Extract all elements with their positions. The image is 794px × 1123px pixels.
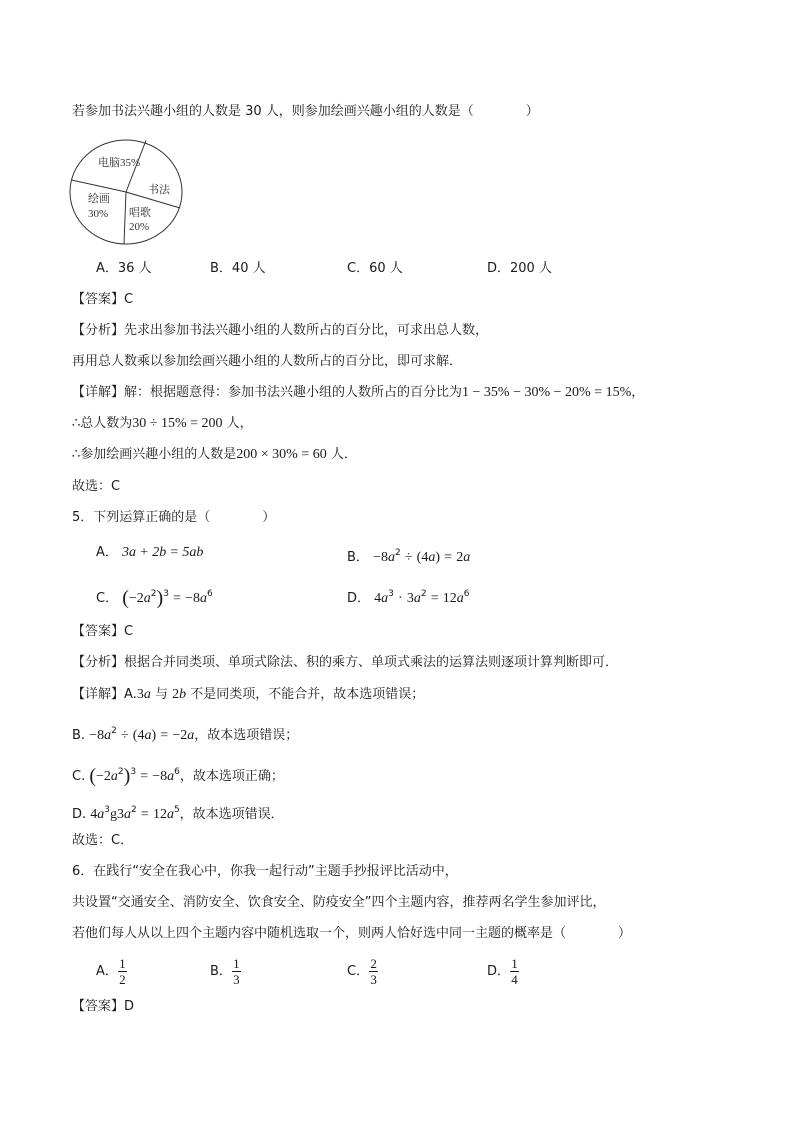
q4-detail-line2-math: 30 ÷ 15% = 200 (132, 416, 223, 431)
q5-detail-d-end: ，故本选项错误． (179, 807, 284, 822)
q6-option-d-label: D． (487, 964, 511, 979)
q5-detail-d: D. $4a^3g3a^2 = 12a^5$，故本选项错误． (72, 805, 284, 822)
fraction-denominator: 2 (119, 972, 126, 987)
q5-option-b: B． $-8a^2 \div (4a) = 2a$ (347, 548, 471, 565)
q5-detail-a-mid: 与 (154, 687, 168, 702)
q5-detail-c: C. $(-2a^2)^3 = -8a^6$，故本选项正确； (72, 765, 284, 787)
q6-option-d-fraction (510, 957, 519, 986)
q5-detail-b: B. $-8a^2 \div (4a) = -2a$，故本选项错误； (72, 726, 299, 743)
q4-detail-line3-end: 人． (326, 447, 357, 462)
q6-option-a-label: A． (96, 964, 118, 979)
q4-detail-line2 (72, 415, 253, 433)
fraction-numerator: 1 (233, 956, 240, 971)
q5-option-a: A． 3a + 2b = 5ab (96, 545, 204, 560)
q5-detail-a-prefix: 【详解】A. (72, 687, 137, 702)
q5-analysis: 【分析】根据合并同类项、单项式除法、积的乘方、单项式乘法的运算法则逐项计算判断即可． (72, 655, 619, 670)
fraction-numerator: 2 (370, 956, 377, 971)
q4-answer: 【答案】C (72, 292, 134, 307)
q4-detail-line1-text: 【详解】解：根据题意得：参加书法兴趣小组的人数所占的百分比为 (72, 385, 463, 400)
q5-detail-c-end: ，故本选项正确； (179, 769, 284, 784)
q4-stem: 若参加书法兴趣小组的人数是 30 人，则参加绘画兴趣小组的人数是（ ） (72, 104, 539, 119)
q5-answer: 【答案】C (72, 624, 134, 639)
q6-line3: 若他们每人从以上四个主题内容中随机选取一个，则两人恰好选中同一主题的概率是（ ） (72, 926, 632, 941)
pie-divider-left (72, 180, 127, 192)
q5-choose: 故选：C． (72, 833, 134, 848)
q5-option-c: C． $(-2a^2)^3 = -8a^6$ (96, 587, 213, 609)
q4-detail-line3-text: ∴参加绘画兴趣小组的人数是 (72, 447, 237, 462)
pie-label-computer: 电脑35% (98, 157, 141, 169)
q5-option-d: D． $4a^3 \cdot 3a^2 = 12a^6$ (347, 589, 470, 606)
q6-option-a-fraction (118, 957, 127, 986)
q6-option-c-label: C． (347, 964, 370, 979)
fraction-denominator: 3 (370, 972, 377, 987)
q4-option-c: C．60 人 (347, 261, 403, 276)
q5-stem: 5．下列运算正确的是（ ） (72, 510, 276, 525)
q6-option-d (487, 957, 519, 986)
pie-label-singing-pct: 20% (129, 221, 150, 233)
q4-detail-line1-math: 1 − 35% − 30% − 20% = 15% (462, 385, 632, 400)
q4-option-a: A．36 人 (96, 261, 152, 276)
q6-line1: 6．在践行“安全在我心中，你我一起行动”主题手抄报评比活动中， (72, 864, 458, 879)
pie-label-painting: 绘画 (88, 193, 110, 205)
q4-detail-line3-math: 200 × 30% = 60 (236, 447, 327, 462)
q4-detail-line1 (72, 384, 644, 402)
q6-answer: 【答案】D (72, 999, 135, 1014)
fraction-numerator: 1 (511, 956, 518, 971)
q4-detail-line3 (72, 446, 357, 464)
q6-option-c (347, 957, 378, 986)
q4-option-b: B．40 人 (210, 261, 266, 276)
fraction-denominator: 3 (233, 972, 240, 987)
q5-detail-b-end: ，故本选项错误； (194, 728, 299, 743)
q4-option-d: D．200 人 (487, 261, 552, 276)
q4-analysis-line2: 再用总人数乘以参加绘画兴趣小组的人数所占的百分比，即可求解． (72, 354, 463, 369)
q6-option-c-fraction (369, 957, 378, 986)
q5-detail-a: 【详解】A.3a 与 2b 不是同类项，不能合并，故本选项错误； (72, 687, 425, 702)
q6-option-a (96, 957, 127, 986)
pie-label-calligraphy: 书法 (148, 184, 170, 196)
q6-line2: 共设置“交通安全、消防安全、饮食安全、防疫安全”四个主题内容，推荐两名学生参加评比， (72, 895, 606, 910)
pie-chart (68, 138, 184, 248)
q4-detail-line1-end: ， (631, 385, 645, 400)
fraction-numerator: 1 (119, 956, 126, 971)
q4-analysis-line1: 【分析】先求出参加书法兴趣小组的人数所占的百分比，可求出总人数， (72, 323, 489, 338)
pie-divider-bottom (124, 192, 126, 244)
q6-option-b-fraction (232, 957, 241, 986)
q4-detail-line2-text: ∴总人数为 (72, 416, 133, 431)
q5-detail-a-end: 不是同类项，不能合并，故本选项错误； (190, 687, 425, 702)
q4-detail-line2-end: 人， (222, 416, 253, 431)
fraction-denominator: 4 (511, 972, 518, 987)
pie-label-singing: 唱歌 (129, 207, 151, 219)
pie-label-painting-pct: 30% (88, 208, 109, 220)
q6-option-b (210, 957, 241, 986)
q4-choose: 故选：C (72, 479, 121, 494)
q6-option-b-label: B． (210, 964, 232, 979)
